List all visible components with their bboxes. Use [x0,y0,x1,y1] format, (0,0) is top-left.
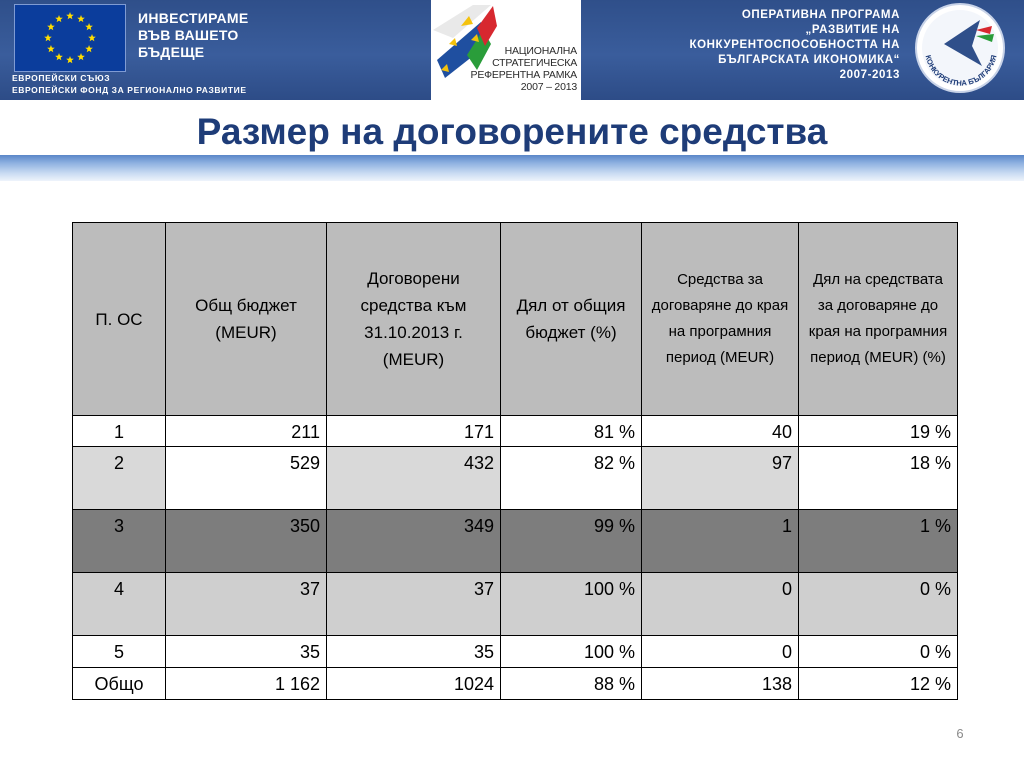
table-cell: 100 % [501,636,642,668]
nsrf-line: СТРАТЕГИЧЕСКА [492,57,577,69]
column-header: Дял от общия бюджет (%) [501,223,642,416]
table-cell: 5 [73,636,166,668]
eu-star-icon [85,45,93,52]
eu-slogan: ИНВЕСТИРАМЕ ВЪВ ВАШЕТО БЪДЕЩЕ [138,10,249,60]
op-line: БЪЛГАРСКАТА ИКОНОМИКА“ [718,54,900,66]
eu-star-icon [77,15,85,22]
table-cell: 138 [642,668,799,700]
table-cell: 0 % [799,636,958,668]
title-underline-bar [0,155,1024,181]
op-logo-label: КОНКУРЕНТНА БЪЛГАРИЯ [923,54,999,88]
eu-flag-icon [14,4,126,72]
table-row [73,510,958,573]
eu-union-label: ЕВРОПЕЙСКИ СЪЮЗ [12,73,111,83]
op-line: КОНКУРЕНТОСПОСОБНОСТТА НА [689,39,900,51]
eu-star-icon [66,56,74,63]
column-header: П. ОС [73,223,166,416]
column-header: Договорени средства към 31.10.2013 г. (MEUR) [327,223,501,416]
table-cell: 35 [327,636,501,668]
eu-fund-label: ЕВРОПЕЙСКИ ФОНД ЗА РЕГИОНАЛНО РАЗВИТИЕ [12,85,247,95]
table-cell: 37 [327,573,501,636]
table-cell: 0 [642,573,799,636]
competitive-bulgaria-logo-icon [910,0,1010,100]
table-cell: 99 % [501,510,642,573]
table-row [73,447,958,510]
op-line: „РАЗВИТИЕ НА [805,24,900,36]
table-cell: 1 % [799,510,958,573]
page-title: Размер на договорените средства [196,111,828,152]
eu-star-icon [55,53,63,60]
table-cell: 82 % [501,447,642,510]
table-cell: 2 [73,447,166,510]
table-cell: 211 [166,416,327,447]
table-cell: 529 [166,447,327,510]
eu-star-icon [47,23,55,30]
eu-fund-caption [12,72,247,96]
table-cell: 1 [73,416,166,447]
table-cell: 35 [166,636,327,668]
table-cell: 40 [642,416,799,447]
budget-table [72,222,958,700]
column-header: Средства за договаряне до края на програмния период (MEUR) [642,223,799,416]
table-cell: 349 [327,510,501,573]
table-row [73,636,958,668]
table-cell: 88 % [501,668,642,700]
eu-star-icon [88,34,96,41]
table-cell: 4 [73,573,166,636]
table-cell: 3 [73,510,166,573]
table-cell: 1 [642,510,799,573]
page-number: 6 [956,726,964,741]
table-row [73,416,958,447]
eu-star-icon [77,53,85,60]
table-cell: 1024 [327,668,501,700]
eu-star-icon [47,45,55,52]
table-cell: 81 % [501,416,642,447]
header-banner [0,0,1024,100]
nsrf-caption [430,45,580,93]
eu-star-icon [85,23,93,30]
op-program-caption [600,8,900,83]
table-cell: 350 [166,510,327,573]
table-cell: 0 [642,636,799,668]
table-cell: 0 % [799,573,958,636]
nsrf-line: 2007 – 2013 [520,81,577,93]
eu-star-icon [66,12,74,19]
table-cell: 18 % [799,447,958,510]
table-cell: 432 [327,447,501,510]
table-cell: 12 % [799,668,958,700]
table-cell: 1 162 [166,668,327,700]
table-cell: 171 [327,416,501,447]
table-cell: 97 [642,447,799,510]
table-cell: Общо [73,668,166,700]
eu-star-icon [55,15,63,22]
eu-star-icon [44,34,52,41]
column-header: Дял на средствата за договаряне до края на програмния период (MEUR) (%) [799,223,958,416]
table-row [73,573,958,636]
nsrf-line: РЕФЕРЕНТНА РАМКА [470,69,577,81]
table-cell: 37 [166,573,327,636]
op-line: 2007-2013 [839,69,900,81]
table-total-row [73,668,958,700]
nsrf-line: НАЦИОНАЛНА [504,45,577,57]
column-header: Общ бюджет (MEUR) [166,223,327,416]
table-header-row [73,223,958,416]
table-cell: 100 % [501,573,642,636]
table-cell: 19 % [799,416,958,447]
op-line: ОПЕРАТИВНА ПРОГРАМА [741,9,900,21]
